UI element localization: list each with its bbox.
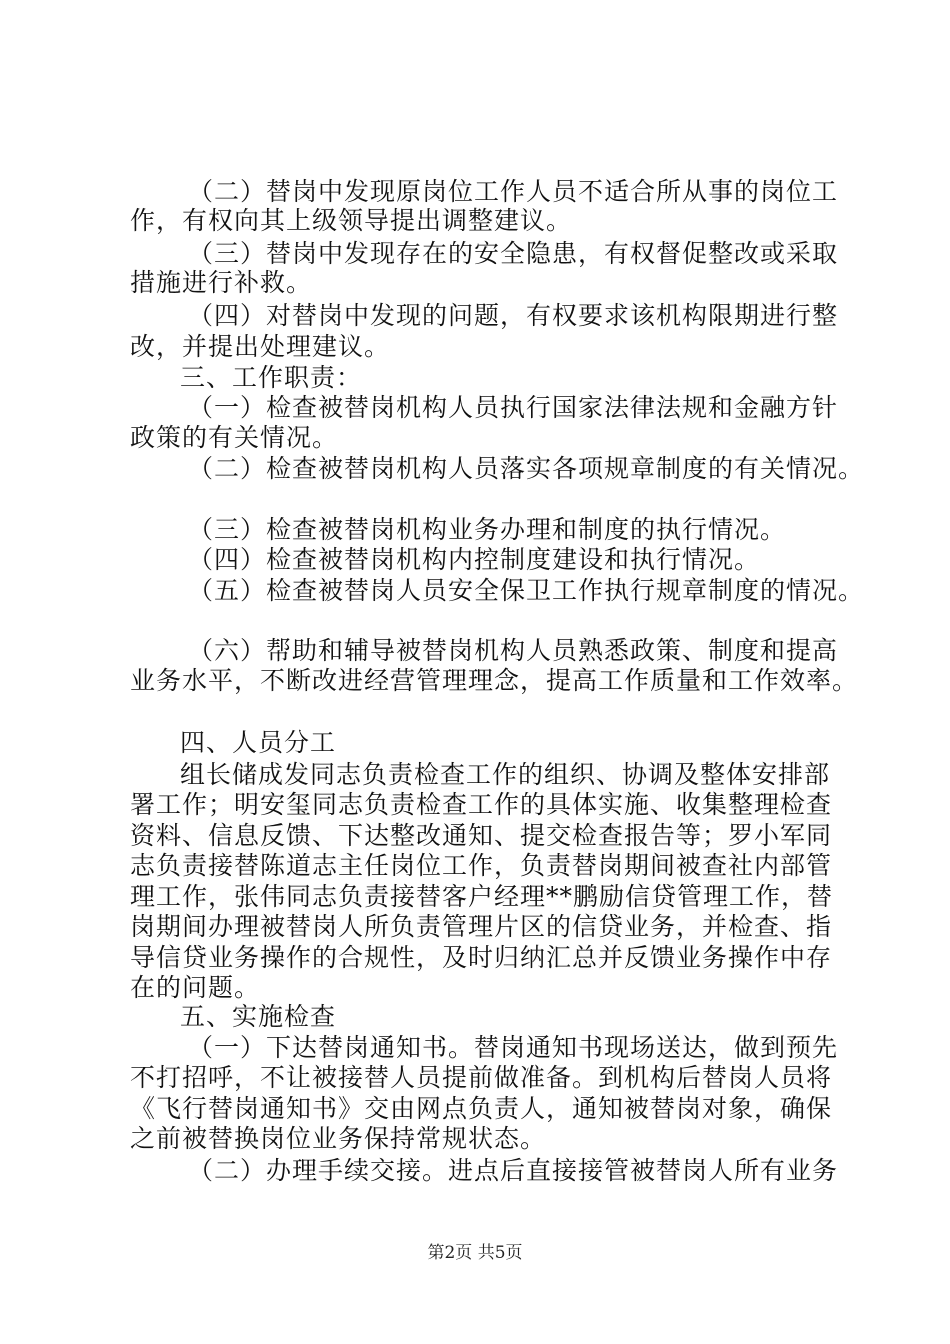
text-line: （三）替岗中发现存在的安全隐患，有权督促整改或采取: [188, 239, 839, 268]
text-line: 岗期间办理被替岗人所负责管理片区的信贷业务，并检查、指: [130, 912, 833, 941]
text-line: （一）检查被替岗机构人员执行国家法律法规和金融方针: [188, 393, 839, 422]
text-line: （四）检查被替岗机构内控制度建设和执行情况。: [188, 545, 761, 574]
text-line: （一）下达替岗通知书。替岗通知书现场送达，做到预先: [188, 1033, 839, 1062]
section-heading: 五、实施检查: [180, 1002, 337, 1031]
text-line: 在的问题。: [130, 973, 261, 1002]
text-line: 措施进行补救。: [130, 268, 313, 297]
text-line: （四）对替岗中发现的问题，有权要求该机构限期进行整: [188, 301, 839, 330]
text-line: （二）办理手续交接。进点后直接接管被替岗人所有业务: [188, 1156, 839, 1185]
text-line: （二）检查被替岗机构人员落实各项规章制度的有关情况。: [188, 454, 865, 483]
text-line: 理工作，张伟同志负责接替客户经理**鹏励信贷管理工作，替: [130, 882, 834, 911]
section-heading: 四、人员分工: [180, 728, 337, 757]
text-line: （二）替岗中发现原岗位工作人员不适合所从事的岗位工: [188, 177, 839, 206]
text-line: 导信贷业务操作的合规性，及时归纳汇总并反馈业务操作中存: [130, 943, 833, 972]
text-line: （六）帮助和辅导被替岗机构人员熟悉政策、制度和提高: [188, 636, 839, 665]
text-line: 政策的有关情况。: [130, 423, 339, 452]
page-footer: 第2页 共5页: [427, 1243, 523, 1263]
text-line: 志负责接替陈道志主任岗位工作，负责替岗期间被查社内部管: [130, 851, 833, 880]
text-line: 署工作；明安玺同志负责检查工作的具体实施、收集整理检查: [130, 790, 833, 819]
text-line: 业务水平，不断改进经营管理理念，提高工作质量和工作效率。: [130, 666, 859, 695]
text-line: 改，并提出处理建议。: [130, 332, 391, 361]
text-line: 不打招呼，不让被接替人员提前做准备。到机构后替岗人员将: [130, 1063, 833, 1092]
text-line: 资料、信息反馈、下达整改通知、提交检查报告等；罗小军同: [130, 821, 833, 850]
text-line: 组长储成发同志负责检查工作的组织、协调及整体安排部: [180, 760, 831, 789]
text-line: 作，有权向其上级领导提出调整建议。: [130, 206, 573, 235]
section-heading: 三、工作职责：: [180, 363, 363, 392]
text-line: 《飞行替岗通知书》交由网点负责人，通知被替岗对象，确保: [130, 1094, 833, 1123]
text-line: （五）检查被替岗人员安全保卫工作执行规章制度的情况。: [188, 576, 865, 605]
text-line: （三）检查被替岗机构业务办理和制度的执行情况。: [188, 515, 787, 544]
text-line: 之前被替换岗位业务保持常规状态。: [130, 1124, 547, 1153]
